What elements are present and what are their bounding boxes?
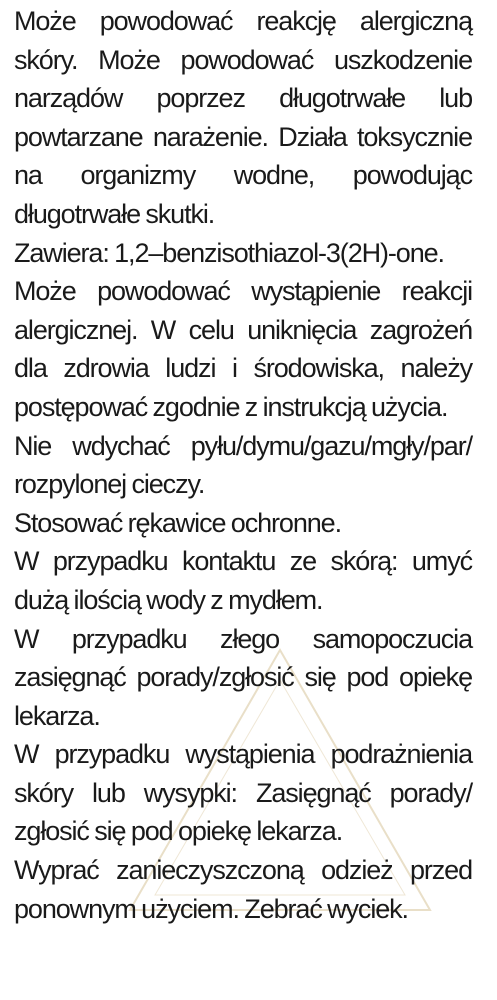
skin-irritation-instruction: W przypadku wystąpienia podrażnienia skóry lub wysypki: Zasięgnąć porady/ zgłosić się pod opiekę lekarza. bbox=[14, 739, 472, 847]
hazard-label-text bbox=[14, 2, 472, 928]
unwell-instruction: W przypadku złego samopoczucia zasięgnąć porady/zgłosić się pod opiekę lekarza. bbox=[14, 623, 472, 731]
gloves-instruction: Stosować rękawice ochronne. bbox=[14, 507, 341, 538]
allergy-warning: Może powodować wystąpienie reakcji alergicznej. W celu uniknięcia zagrożeń dla zdrowia ludzi i środowiska, należy postępować zgodnie z instrukcją użycia. bbox=[14, 276, 472, 422]
hazard-statements: Może powodować reakcję alergiczną skóry. Może powodować uszkodzenie narządów poprzez długotrwałe lub powtarzane narażenie. Działa toksycznie na organizmy wodne, powodując długotrwałe skutki. bbox=[14, 6, 472, 229]
contains-statement: Zawiera: 1,2–benzisothiazol-3(2H)-one. bbox=[14, 237, 444, 268]
clothing-instruction: Wyprać zanieczyszczoną odzież przed ponownym użyciem. Zebrać wyciek. bbox=[14, 855, 472, 924]
skin-contact-instruction: W przypadku kontaktu ze skórą: umyć dużą ilością wody z mydłem. bbox=[14, 546, 472, 615]
inhalation-warning: Nie wdychać pyłu/dymu/gazu/mgły/par/ rozpylonej cieczy. bbox=[14, 430, 472, 500]
